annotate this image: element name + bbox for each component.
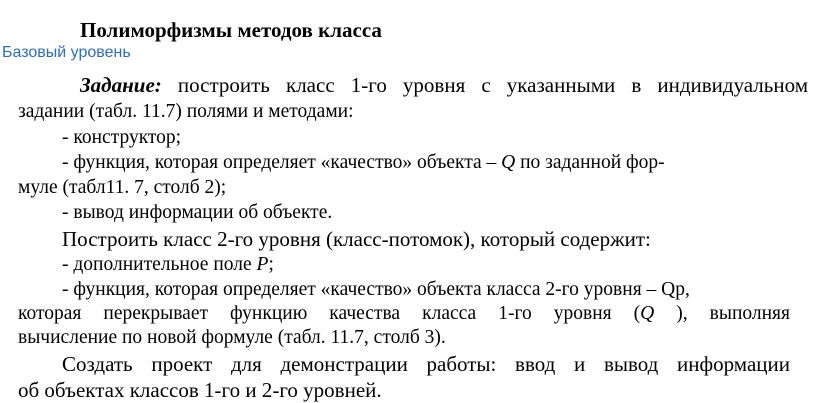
task-item-quality-cont: муле (табл11. 7, столб 2);: [18, 177, 227, 198]
level2-intro: Построить класс 2-го уровня (класс-потомок), который содержит:: [62, 227, 651, 251]
task-line-2: задании (табл. 11.7) полями и методами:: [18, 101, 354, 122]
task-item-quality: - функция, которая определяет «качество» объекта – Q по заданной фор-: [62, 152, 665, 173]
level-subtitle: Базовый уровень: [2, 44, 131, 61]
level2-item-quality-cont: которая перекрывает функцию качества класса 1-го уровня (Q ), выполняя: [18, 303, 790, 324]
task-line-1: Задание: построить класс 1-го уровня с указанными в индивидуальном: [80, 73, 808, 97]
task-label: Задание:: [80, 73, 162, 97]
task-item-constructor: - конструктор;: [62, 127, 182, 148]
task-item-output: - вывод информации об объекте.: [62, 202, 333, 223]
level2-item-quality-end: вычисление по новой формуле (табл. 11.7, столб 3).: [18, 327, 446, 348]
level2-item-field: - дополнительное поле P;: [62, 254, 274, 275]
page-title: Полиморфизмы методов класса: [80, 18, 382, 42]
project-line-1: Создать проект для демонстрации работы: ввод и вывод информации: [62, 352, 790, 376]
level2-item-quality: - функция, которая определяет «качество» объекта класса 2-го уровня – Qp,: [62, 279, 690, 300]
project-line-2: об объектах классов 1-го и 2-го уровней.: [18, 378, 382, 402]
